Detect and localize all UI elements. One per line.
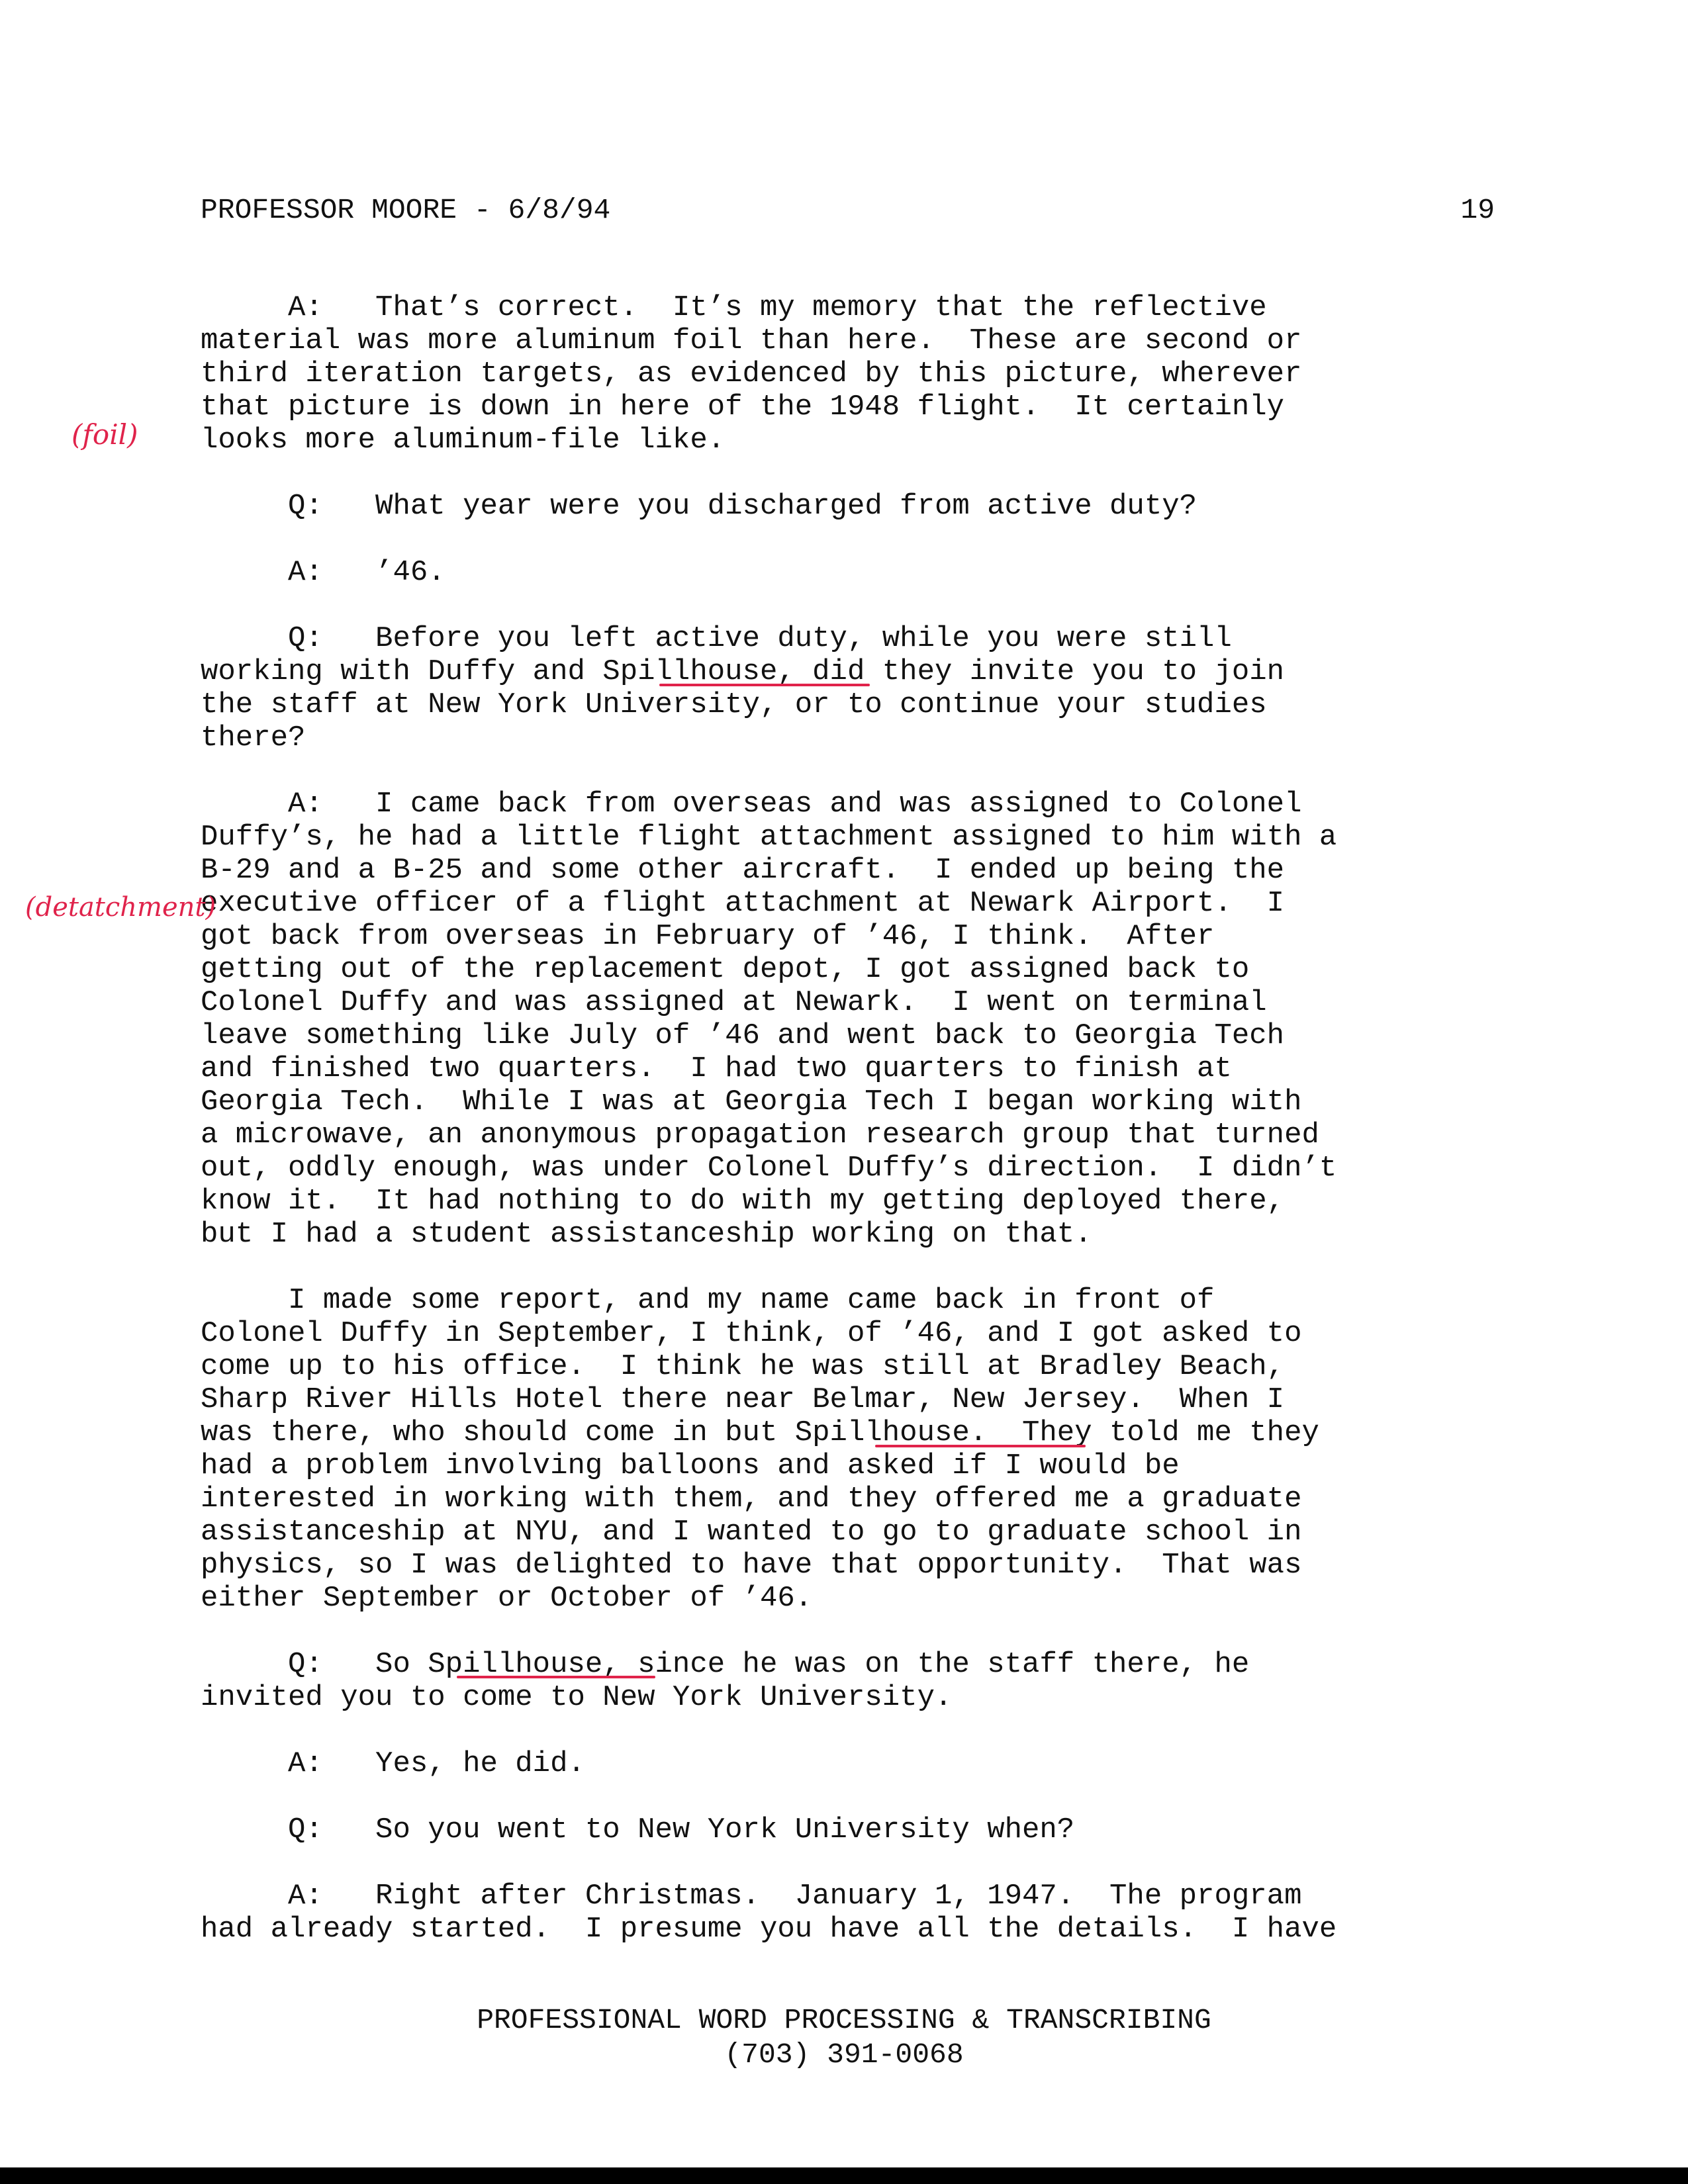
- text-line: I made some report, and my name came back in front of: [201, 1284, 1215, 1317]
- transcript-paragraph: [201, 1648, 1498, 1714]
- text-line: interested in working with them, and they offered me a graduate: [201, 1482, 1302, 1516]
- text-line: Q: What year were you discharged from active duty?: [201, 490, 1197, 523]
- text-line: a microwave, an anonymous propagation research group that turned: [201, 1118, 1319, 1152]
- text-line: assistanceship at NYU, and I wanted to go to graduate school in: [201, 1516, 1302, 1549]
- text-line: executive officer of a flight attachment at Newark Airport. I: [201, 887, 1285, 920]
- page-footer: [0, 2003, 1688, 2072]
- text-line: material was more aluminum foil than here. These are second or: [201, 324, 1302, 357]
- text-line: Colonel Duffy and was assigned at Newark. I went on terminal: [201, 986, 1267, 1019]
- text-line: come up to his office. I think he was still at Bradley Beach,: [201, 1350, 1285, 1383]
- text-line: A: Yes, he did.: [201, 1747, 585, 1780]
- text-line: third iteration targets, as evidenced by this picture, wherever: [201, 357, 1302, 390]
- text-line: looks more aluminum-file like.: [201, 424, 726, 457]
- transcript-paragraph: [201, 788, 1498, 1251]
- text-line: A: That’s correct. It’s my memory that the reflective: [201, 291, 1267, 324]
- text-line: Sharp River Hills Hotel there near Belmar, New Jersey. When I: [201, 1383, 1285, 1416]
- text-line: and finished two quarters. I had two quarters to finish at: [201, 1052, 1232, 1085]
- text-line: Duffy’s, he had a little flight attachment assigned to him with a: [201, 821, 1337, 854]
- page-header: [201, 194, 1495, 228]
- text-line: getting out of the replacement depot, I got assigned back to: [201, 953, 1250, 986]
- header-title: PROFESSOR MOORE - 6/8/94: [201, 194, 611, 226]
- text-line: Q: So Spillhouse, since he was on the staff there, he: [201, 1648, 1250, 1681]
- text-line: the staff at New York University, or to continue your studies: [201, 688, 1267, 721]
- underline-mark: [659, 684, 870, 686]
- transcript-paragraph: [201, 1747, 1498, 1780]
- page-number: 19: [1460, 194, 1495, 226]
- text-line: Georgia Tech. While I was at Georgia Tech I began working with: [201, 1085, 1302, 1118]
- text-line: leave something like July of ’46 and went back to Georgia Tech: [201, 1019, 1285, 1052]
- text-line: B-29 and a B-25 and some other aircraft. I ended up being the: [201, 854, 1285, 887]
- transcript-paragraph: [201, 622, 1498, 754]
- text-line: had a problem involving balloons and asked if I would be: [201, 1449, 1180, 1482]
- footer-phone: (703) 391-0068: [724, 2038, 964, 2071]
- text-line: but I had a student assistanceship working on that.: [201, 1218, 1092, 1251]
- text-line: that picture is down in here of the 1948 flight. It certainly: [201, 390, 1285, 424]
- text-line: know it. It had nothing to do with my getting deployed there,: [201, 1185, 1285, 1218]
- text-line: Q: So you went to New York University when?: [201, 1813, 1075, 1846]
- transcript-paragraph: [201, 1880, 1498, 1946]
- text-line: physics, so I was delighted to have that opportunity. That was: [201, 1549, 1302, 1582]
- text-line: A: Right after Christmas. January 1, 1947. The program: [201, 1880, 1302, 1913]
- text-line: had already started. I presume you have all the details. I have: [201, 1913, 1337, 1946]
- underline-mark: [457, 1676, 655, 1678]
- transcript-paragraph: [201, 1813, 1498, 1846]
- text-line: was there, who should come in but Spillhouse. They told me they: [201, 1416, 1319, 1449]
- footer-company: PROFESSIONAL WORD PROCESSING & TRANSCRIBING: [477, 2004, 1211, 2036]
- text-line: Q: Before you left active duty, while you were still: [201, 622, 1232, 655]
- transcript-paragraph: [201, 1284, 1498, 1615]
- text-line: working with Duffy and Spillhouse, did they invite you to join: [201, 655, 1285, 688]
- underline-mark: [875, 1445, 1086, 1447]
- margin-note-detatchment: (detatchment): [25, 892, 216, 923]
- text-line: there?: [201, 721, 306, 754]
- transcript-paragraph: [201, 556, 1498, 589]
- scan-edge: [0, 2167, 1688, 2184]
- text-line: either September or October of ’46.: [201, 1582, 813, 1615]
- transcript-paragraph: [201, 291, 1498, 457]
- text-line: Colonel Duffy in September, I think, of ’46, and I got asked to: [201, 1317, 1302, 1350]
- margin-note-foil: (foil): [71, 418, 138, 451]
- transcript-body: [201, 291, 1498, 1979]
- text-line: A: I came back from overseas and was assigned to Colonel: [201, 788, 1302, 821]
- text-line: A: ’46.: [201, 556, 445, 589]
- text-line: out, oddly enough, was under Colonel Duffy’s direction. I didn’t: [201, 1152, 1337, 1185]
- text-line: got back from overseas in February of ’46, I think. After: [201, 920, 1215, 953]
- transcript-paragraph: [201, 490, 1498, 523]
- text-line: invited you to come to New York University.: [201, 1681, 953, 1714]
